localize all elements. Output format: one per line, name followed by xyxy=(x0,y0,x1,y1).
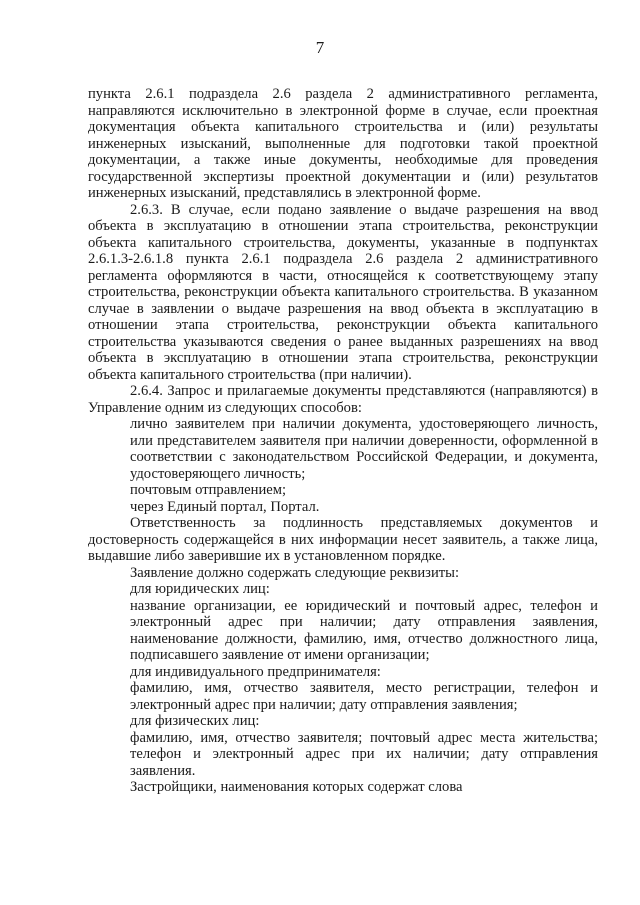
paragraph: 2.6.3. В случае, если подано заявление о выдаче разрешения на ввод объекта в эксплуатацию в отношении этапа строительства, реконструкции объекта капитального строительства, документы, указанные в подпунктах 2.6.1.3-2.6.1.8 пункта 2.6.1 подраздела 2.6 раздела 2 административного регламента оформляются в части, относящейся к соответствующему этапу строительства, реконструкции объекта капитального строительства. В указанном случае в заявлении о выдаче разрешения на ввод объекта в эксплуатацию в отношении этапа строительства, реконструкции объекта капитального строительства указываются сведения о ранее выданных разрешениях на ввод объекта в эксплуатацию в отношении этапа строительства, реконструкции объекта капитального строительства (при наличии). xyxy=(88,201,598,383)
list-item: для физических лиц: xyxy=(130,713,260,729)
list-item: через Единый портал, Портал. xyxy=(130,498,320,515)
paragraph: 2.6.4. Запрос и прилагаемые документы представляются (направляются) в Управление одним из следующих способов: xyxy=(88,383,598,416)
paragraph: Ответственность за подлинность представляемых документов и достоверность содержащейся в них информации несет заявитель, а также лица, выдавшие либо заверившие их в установленном порядке. xyxy=(88,515,598,564)
paragraph: Заявление должно содержать следующие реквизиты: xyxy=(130,564,459,581)
list-item: для юридических лиц: xyxy=(130,581,270,597)
list-item: название организации, ее юридический и почтовый адрес, телефон и электронный адрес при наличии; дату отправления заявления, наименование должности, фамилию, имя, отчество должностного лица, подписавшего заявление от имени организации; xyxy=(130,597,598,663)
paragraph: пункта 2.6.1 подраздела 2.6 раздела 2 административного регламента, направляются исключительно в электронной форме в случае, если проектная документация объекта капитального строительства и (или) результаты инженерных изысканий, выполненные для подготовки такой проектной документации, а также иные документы, необходимые для проведения государственной экспертизы проектной документации и (или) результатов инженерных изысканий, представлялись в электронной форме. xyxy=(88,86,598,201)
document-body xyxy=(88,86,598,796)
page-number: 7 xyxy=(315,38,325,57)
list-item: для индивидуального предпринимателя: xyxy=(130,663,381,680)
list-item: фамилию, имя, отчество заявителя; почтовый адрес места жительства; телефон и электронный адрес при их наличии; дату отправления заявления. xyxy=(130,729,598,779)
list-item: лично заявителем при наличии документа, удостоверяющего личность, или представителем заявителя при наличии доверенности, оформленной в соответствии с законодательством Российской Федерации, и документа, удостоверяющего личность; xyxy=(130,416,598,482)
list-item: почтовым отправлением; xyxy=(130,482,287,498)
list-item: фамилию, имя, отчество заявителя, место регистрации, телефон и электронный адрес при наличии; дату отправления заявления; xyxy=(130,680,598,713)
paragraph: Застройщики, наименования которых содержат слова xyxy=(130,779,463,795)
